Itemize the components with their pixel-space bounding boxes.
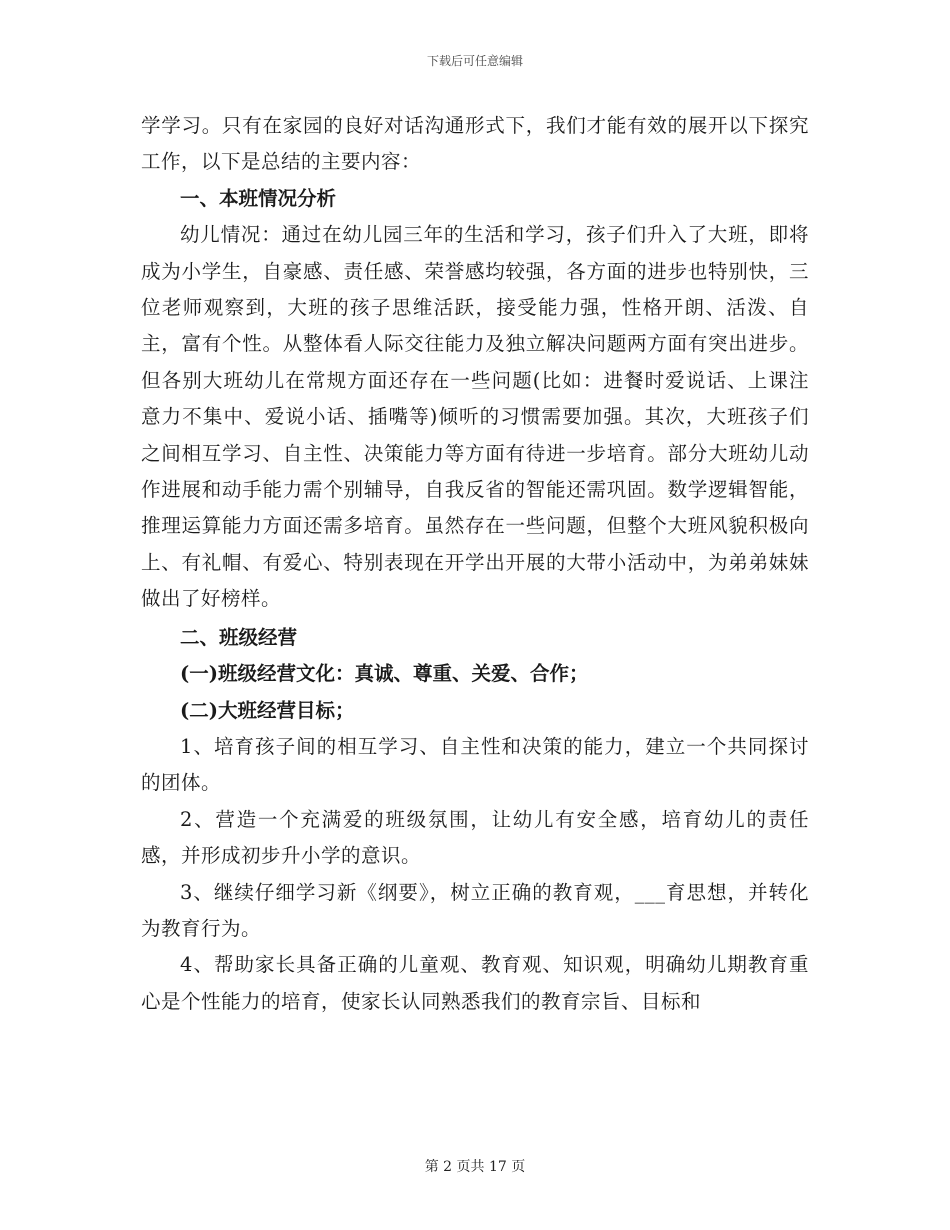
list-item-3: 3、继续仔细学习新《纲要》，树立正确的教育观，___育思想，并转化为教育行为。 [141, 880, 809, 940]
page-footer: 第 2 页共 17 页 [424, 1159, 526, 1175]
section-heading-1: 一、本班情况分析 [180, 186, 337, 210]
paragraph-children-analysis: 幼儿情况：通过在幼儿园三年的生活和学习，孩子们升入了大班，即将成为小学生，自豪感、责任感、荣誉感均较强，各方面的进步也特别快，三位老师观察到，大班的孩子思维活跃，接受能力强，性格开朗、活泼、自主，富有个性。从整体看人际交往能力及独立解决问题两方面有突出进步。但各别大班幼儿在常规方面还存在一些问题(比如：进餐时爱说话、上课注意力不集中、爱说小话、插嘴等)倾听的习惯需要加强。其次，大班孩子们之间相互学习、自主性、决策能力等方面有待进一步培育。部分大班幼儿动作进展和动手能力需个别辅导，自我反省的智能还需巩固。数学逻辑智能，推理运算能力方面还需多培育。虽然存在一些问题，但整个大班风貌积极向上、有礼帽、有爱心、特别表现在开学出开展的大带小活动中，为弟弟妹妹做出了好榜样。 [141, 223, 809, 611]
subheading-class-goals: (二)大班经营目标； [180, 698, 355, 722]
subheading-class-culture: (一)班级经营文化：真诚、尊重、关爱、合作； [180, 662, 589, 686]
list-item-1: 1、培育孩子间的相互学习、自主性和决策的能力，建立一个共同探讨的团体。 [141, 734, 809, 795]
list-item-2: 2、营造一个充满爱的班级氛围，让幼儿有安全感，培育幼儿的责任感，并形成初步升小学的意识。 [141, 807, 809, 868]
page-header: 下载后可任意编辑 [426, 54, 523, 68]
document-body [141, 108, 809, 1020]
paragraph-intro: 学学习。只有在家园的良好对话沟通形式下，我们才能有效的展开以下探究工作，以下是总结的主要内容： [141, 114, 809, 174]
list-item-4: 4、帮助家长具备正确的儿童观、教育观、知识观，明确幼儿期教育重心是个性能力的培育，使家长认同熟悉我们的教育宗旨、目标和 [141, 953, 809, 1013]
section-heading-2: 二、班级经营 [180, 625, 298, 649]
